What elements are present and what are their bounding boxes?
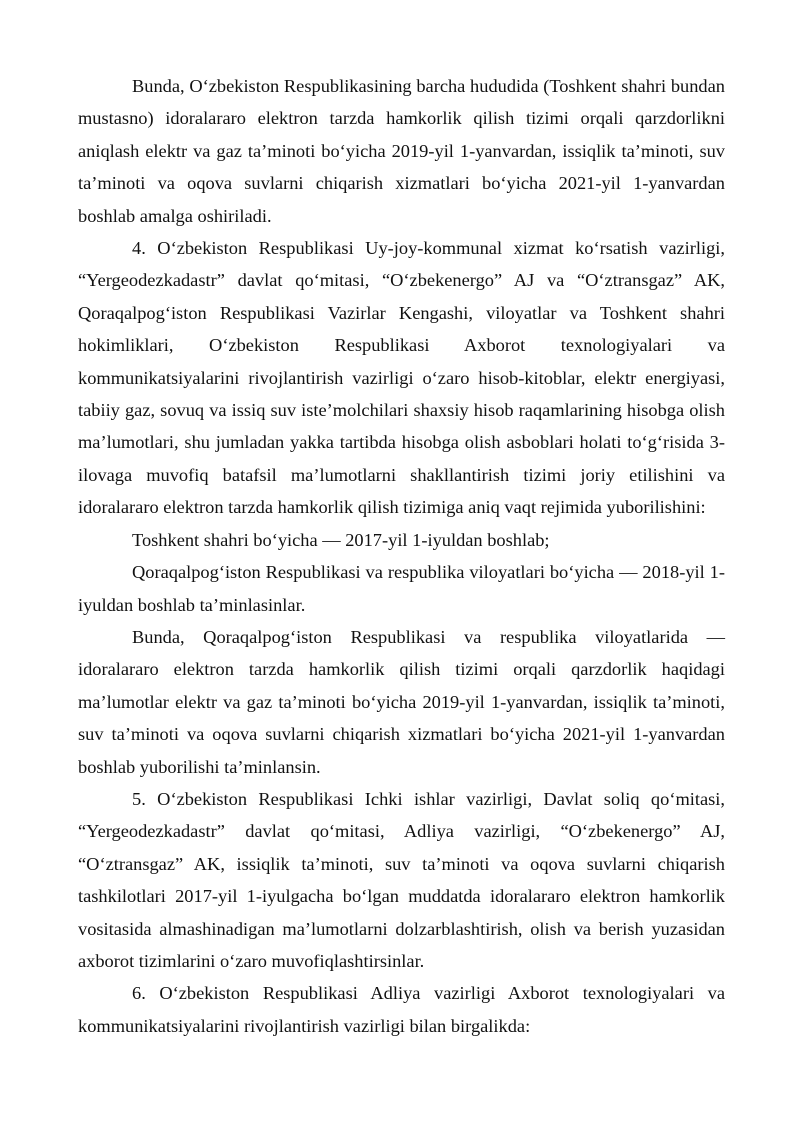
paragraph-debt-detection-note: Bunda, O‘zbekiston Respublikasining barcha hududida (Toshkent shahri bundan mustasno) idoralararo elektron tarzda hamkorlik qilish tizimi orqali qarzdorlikni aniqlash elektr va gaz ta’minoti bo‘yicha 2019-yil 1-yanvardan, issiqlik ta’minoti, suv ta’minoti va oqova suvlarni chiqarish xizmatlari bo‘yicha 2021-yil 1-yanvardan boshlab amalga oshiriladi.	[78, 76, 725, 226]
paragraph-tashkent-deadline: Toshkent shahri bo‘yicha — 2017-yil 1-iyuldan boshlab;	[132, 529, 550, 550]
document-page	[78, 70, 725, 1042]
paragraph-regions-deadline: Qoraqalpog‘iston Respublikasi va respublika viloyatlari bo‘yicha — 2018-yil 1-iyuldan boshlab ta’minlasinlar.	[78, 562, 725, 615]
paragraph-item-6: 6. O‘zbekiston Respublikasi Adliya vazirligi Axborot texnologiyalari va kommunikatsiyalarini rivojlantirish vazirligi bilan birgalikda:	[78, 983, 725, 1036]
paragraph-regions-debt-note: Bunda, Qoraqalpog‘iston Respublikasi va respublika viloyatlarida — idoralararo elektron tarzda hamkorlik qilish tizimi orqali qarzdorlik haqidagi ma’lumotlar elektr va gaz ta’minoti bo‘yicha 2019-yil 1-yanvardan, issiqlik ta’minoti, suv ta’minoti va oqova suvlarni chiqarish xizmatlari bo‘yicha 2021-yil 1-yanvardan boshlab yuborilishi ta’minlansin.	[78, 626, 725, 777]
paragraph-item-5: 5. O‘zbekiston Respublikasi Ichki ishlar vazirligi, Davlat soliq qo‘mitasi, “Yergeodezkadastr” davlat qo‘mitasi, Adliya vazirligi, “O‘zbekenergo” AJ, “O‘ztransgaz” AK, issiqlik ta’minoti, suv ta’minoti va oqova suvlarni chiqarish tashkilotlari 2017-yil 1-iyulgacha bo‘lgan muddatda idoralararo elektron hamkorlik vositasida almashinadigan ma’lumotlarni dolzarblashtirish, olish va berish yuzasidan axborot tizimlarini o‘zaro muvofiqlashtirsinlar.	[78, 788, 725, 971]
paragraph-item-4: 4. O‘zbekiston Respublikasi Uy-joy-kommunal xizmat ko‘rsatish vazirligi, “Yergeodezkadastr” davlat qo‘mitasi, “O‘zbekenergo” AJ va “O‘ztransgaz” AK, Qoraqalpog‘iston Respublikasi Vazirlar Kengashi, viloyatlar va Toshkent shahri hokimliklari, O‘zbekiston Respublikasi Axborot texnologiyalari va kommunikatsiyalarini rivojlantirish vazirligi o‘zaro hisob-kitoblar, elektr energiyasi, tabiiy gaz, sovuq va issiq suv iste’molchilari shaxsiy hisob raqamlarining hisobga olish ma’lumotlari, shu jumladan yakka tartibda hisobga olish asboblari holati to‘g‘risida 3-ilovaga muvofiq batafsil ma’lumotlarni shakllantirish tizimi joriy etilishini va idoralararo elektron tarzda hamkorlik qilish tizimiga aniq vaqt rejimida yuborilishini:	[78, 238, 725, 518]
